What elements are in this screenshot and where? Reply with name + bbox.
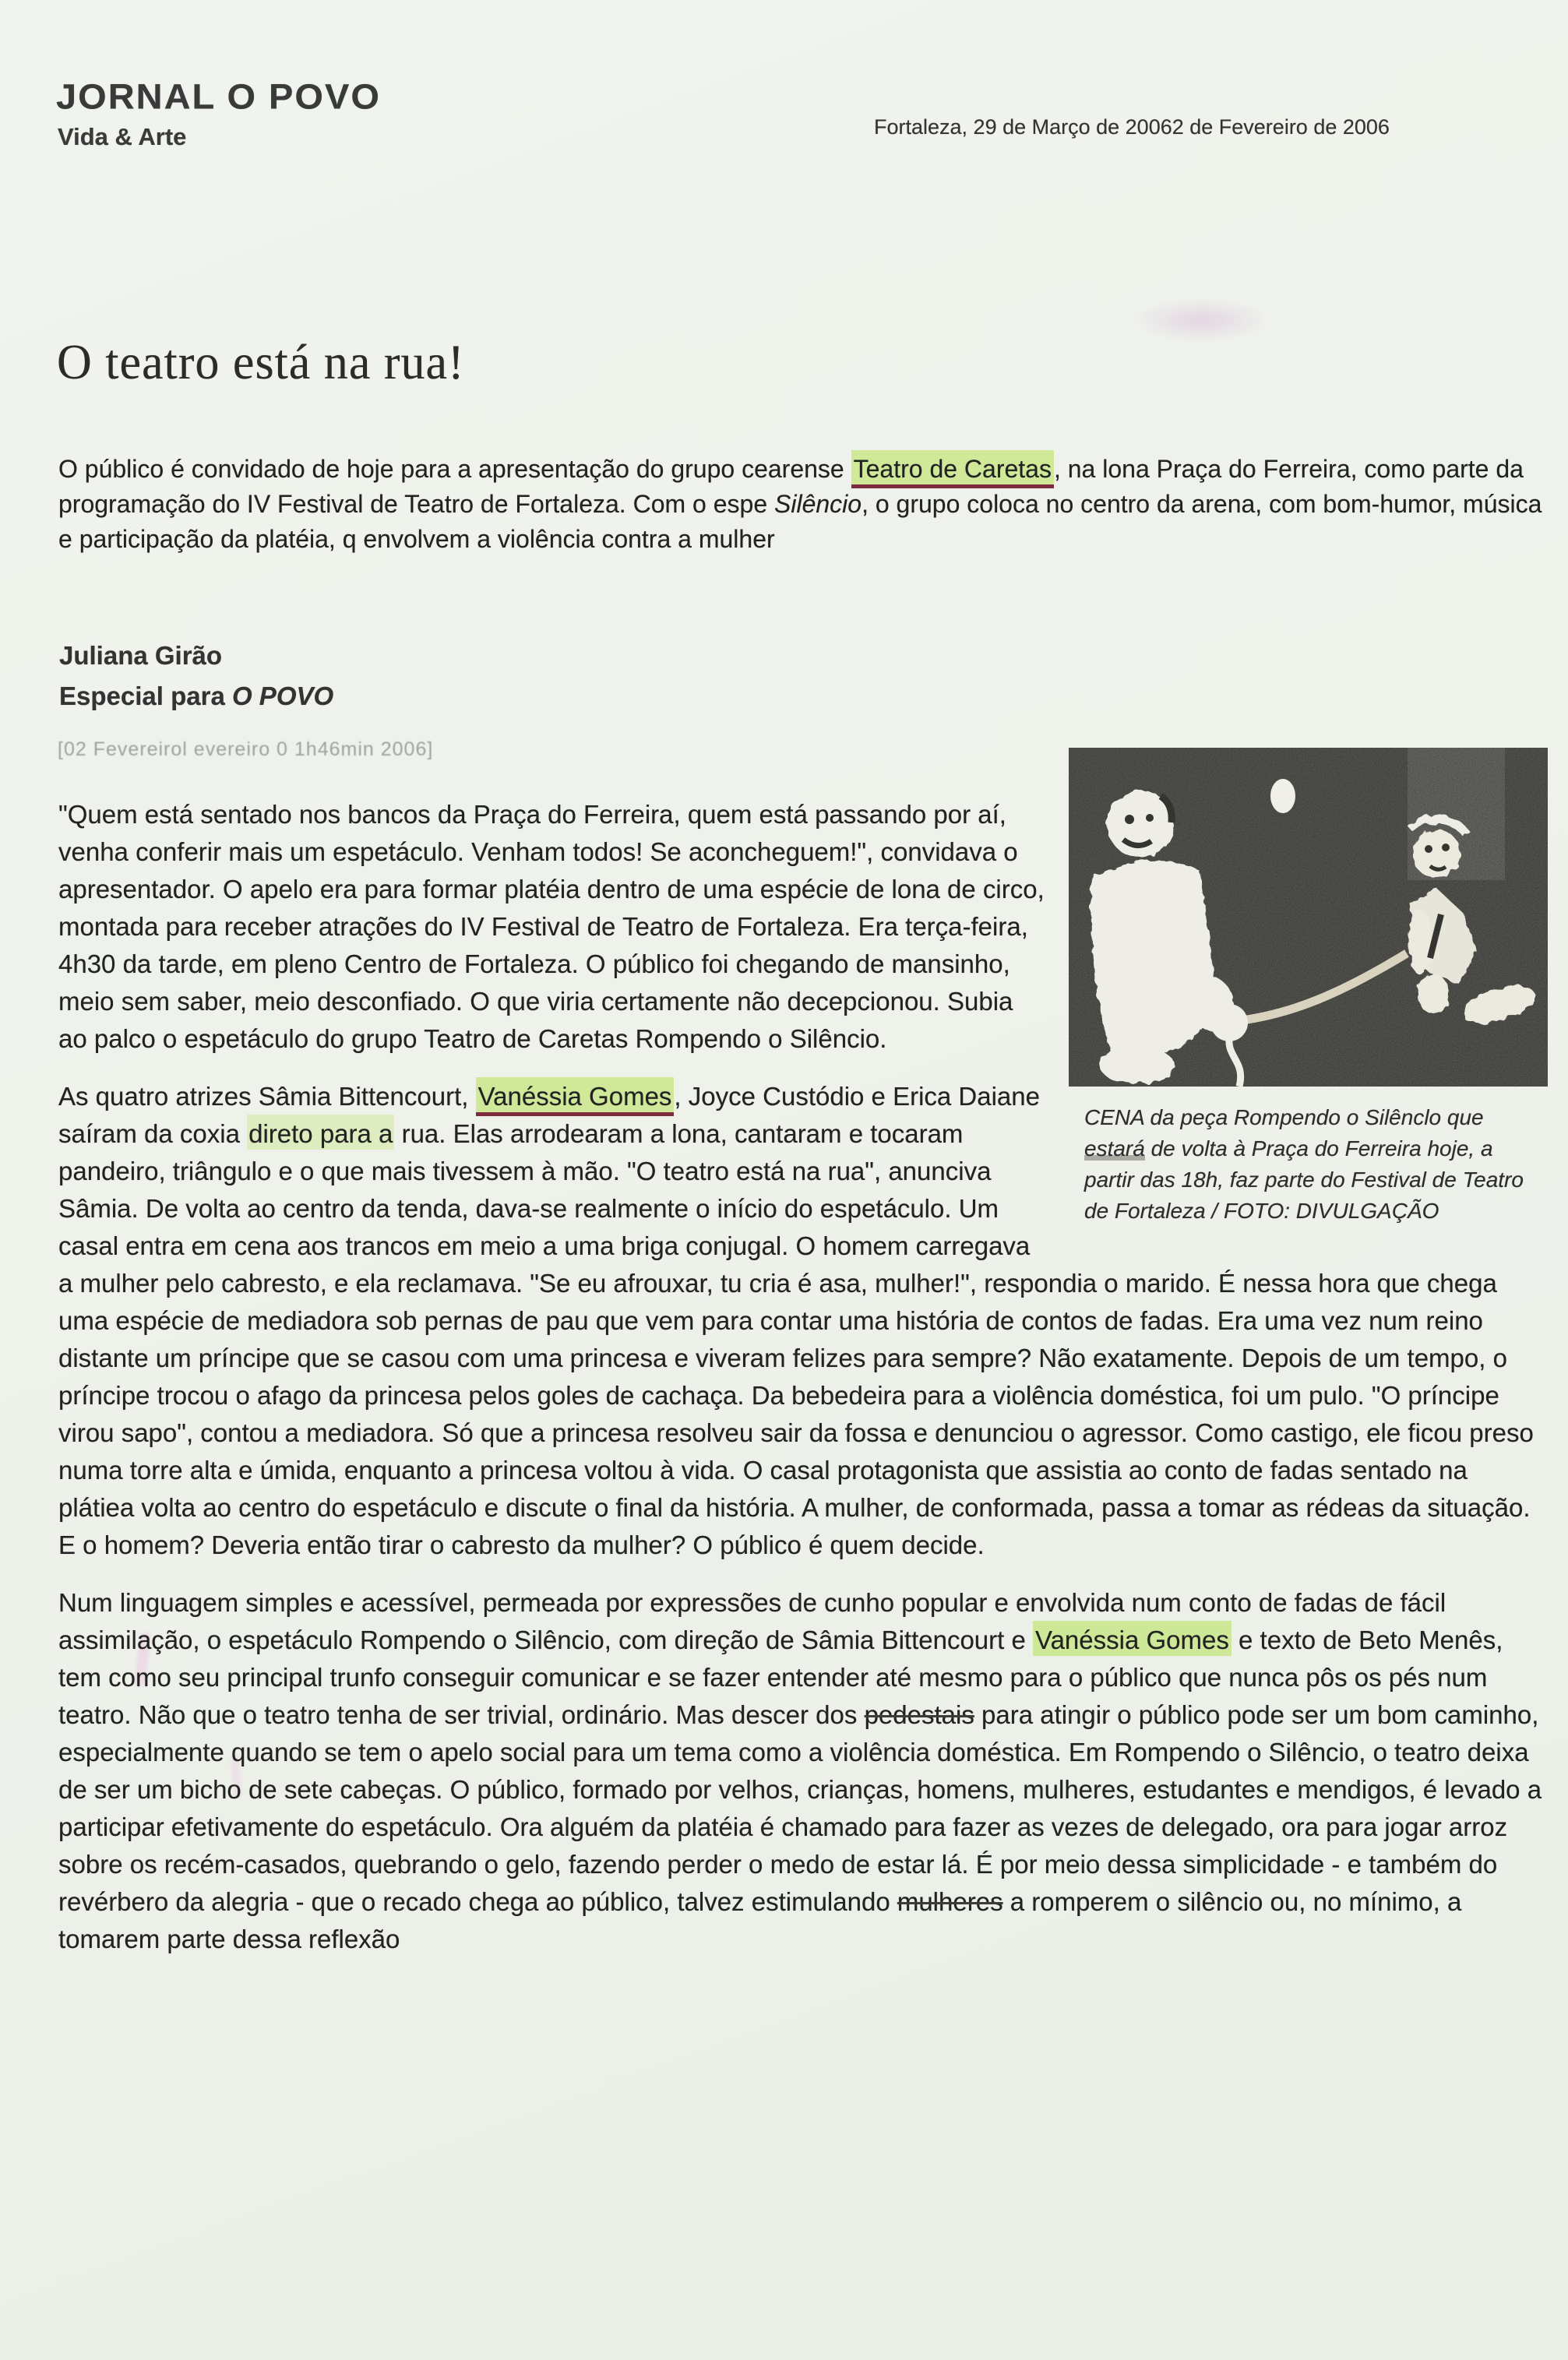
byline xyxy=(59,636,333,717)
text-run: rua. Elas arrodearam a lona, cantaram e tocaram pandeiro, triângulo e o que mais tivessem à mão. "O teatro está na rua", anunciva Sâmia. De volta ao centro da tenda, dava-se realmente o início do espetáculo. Um casal entra em cena aos trancos em meio a uma briga conjugal. O homem carregava a mulher pelo cabresto, e ela reclamava. "Se eu afrouxar, tu cria é asa, mulher!", respondia o marido. É nessa hora que chega uma espécie de mediadora sob pernas de pau que vem para contar uma história de contos de fadas. Era uma vez num reino distante um príncipe que se casou com uma princesa e viveram felizes para sempre? Não exatamente. Depois de um tempo, o príncipe trocou o afago da princesa pelos goles de cachaça. Da bebedeira para a violência doméstica, foi um pulo. "O príncipe virou sapo", contou a mediadora. Só que a princesa resolveu sair da fossa e denunciou o agressor. Como castigo, ele ficou preso numa torre alta e úmida, enquanto a princesa voltou à vida. O casal protagonista que assistia ao conto de fadas sentado na plátiea volta ao centro do espetáculo e discute o final da história. A mulher, de conformada, passa a tomar as rédeas da situação. E o homem? Deveria então tirar o cabresto da mulher? O público é quem decide. xyxy=(58,1119,1534,1559)
byline-author: Juliana Girão xyxy=(59,641,223,670)
i-marked-text: Silêncio xyxy=(774,490,862,518)
smudge-marked-text: estará xyxy=(1084,1136,1145,1161)
text-run: O público é convidado de hoje para a apresentação do grupo cearense xyxy=(58,455,851,483)
text-run: Num linguagem simples e acessível, permeada por expressões de cunho popular e envolvida num conto de fadas de fácil assimilação, o espetáculo Rompendo o Silêncio, com direção de Sâmia Bittencourt e xyxy=(58,1588,1446,1654)
text-run: , na lona Praça do Ferreira, como parte da programação do IV Festival de Teatro de Fortaleza. Com o espe xyxy=(58,455,1524,518)
stage-scene-photo xyxy=(1069,748,1548,1087)
section-label: Vida & Arte xyxy=(58,123,187,150)
text-run: "Quem está sentado nos bancos da Praça do Ferreira, quem está passando por aí, venha conferir mais um espetáculo. Venham todos! Se aconcheguem!", convidava o apresentador. O apelo era para formar platéia dentro de uma espécie de lona de circo, montada para receber atrações do IV Festival de Teatro de Fortaleza. Era terça-feira, 4h30 da tarde, em pleno Centro de Fortaleza. O público foi chegando de mansinho, meio sem saber, meio desconfiado. O que viria certamente não decepcionou. Subia ao palco o espetáculo do grupo Teatro de Caretas Rompendo o Silêncio. xyxy=(58,800,1045,1053)
strike-marked-text: pedestais xyxy=(864,1700,974,1729)
hlu-marked-text: Vanéssia Gomes xyxy=(476,1077,675,1116)
text-run: , Joyce Custódio e Erica Daiane saíram da coxia xyxy=(58,1082,1040,1148)
masthead-title: JORNAL O POVO xyxy=(56,76,381,116)
dateline: Fortaleza, 29 de Março de 20062 de Fevereiro de 2006 xyxy=(874,115,1390,139)
photo-caption xyxy=(1084,1102,1532,1227)
byline-credit xyxy=(59,676,333,717)
strike-marked-text: mulheres xyxy=(897,1887,1003,1916)
text-run: As quatro atrizes Sâmia Bittencourt, xyxy=(58,1082,476,1111)
lead-paragraph xyxy=(58,452,1550,557)
byline-credit-prefix: Especial para xyxy=(59,682,232,710)
text-run: de volta à Praça do Ferreira hoje, a partir das 18h, faz parte do Festival de Teatro de Fortaleza / FOTO: DIVULGAÇÃO xyxy=(1084,1136,1524,1223)
body-paragraph-3 xyxy=(58,1584,1548,1958)
photo-figure xyxy=(1069,748,1548,1227)
publish-timestamp: [02 Fevereirol evereiro 0 1h46min 2006] xyxy=(58,738,434,760)
text-run: a romperem o silêncio ou, no mínimo, a tomarem parte dessa reflexão xyxy=(58,1887,1462,1953)
text-run: e texto de Beto Menês, tem como seu principal trunfo conseguir comunicar e se fazer entender até mesmo para o público que nunca pôs os pés num teatro. Não que o teatro tenha de ser trivial, ordinário. Mas descer dos xyxy=(58,1626,1503,1729)
hls-marked-text: direto para a xyxy=(247,1115,394,1150)
article-body xyxy=(58,796,1548,1978)
text-run: , o grupo coloca no centro da arena, com bom-humor, música e participação da platéia, q envolvem a violência contra a mulher xyxy=(58,490,1542,553)
text-run: CENA da peça Rompendo o Silênclo que xyxy=(1084,1105,1484,1129)
highlighter-smudge xyxy=(1131,298,1271,343)
byline-credit-paper: O POVO xyxy=(231,682,334,710)
hlu-marked-text: Teatro de Caretas xyxy=(851,450,1054,488)
text-run: para atingir o público pode ser um bom caminho, especialmente quando se tem o apelo social para um tema como a violência doméstica. Em Rompendo o Silêncio, o teatro deixa de ser um bicho de sete cabeças. O público, formado por velhos, crianças, homens, mulheres, estudantes e mendigos, é levado a participar efetivamente do espetáculo. Ora alguém da platéia é chamado para fazer as vezes de delegado, ora para jogar arroz sobre os recém-casados, quebrando o gelo, fazendo perder o medo de estar lá. É por meio dessa simplicidade - e também do revérbero da alegria - que o recado chega ao público, talvez estimulando xyxy=(58,1700,1542,1916)
article-title: O teatro está na rua! xyxy=(57,334,465,389)
hl-marked-text: Vanéssia Gomes xyxy=(1033,1621,1231,1656)
